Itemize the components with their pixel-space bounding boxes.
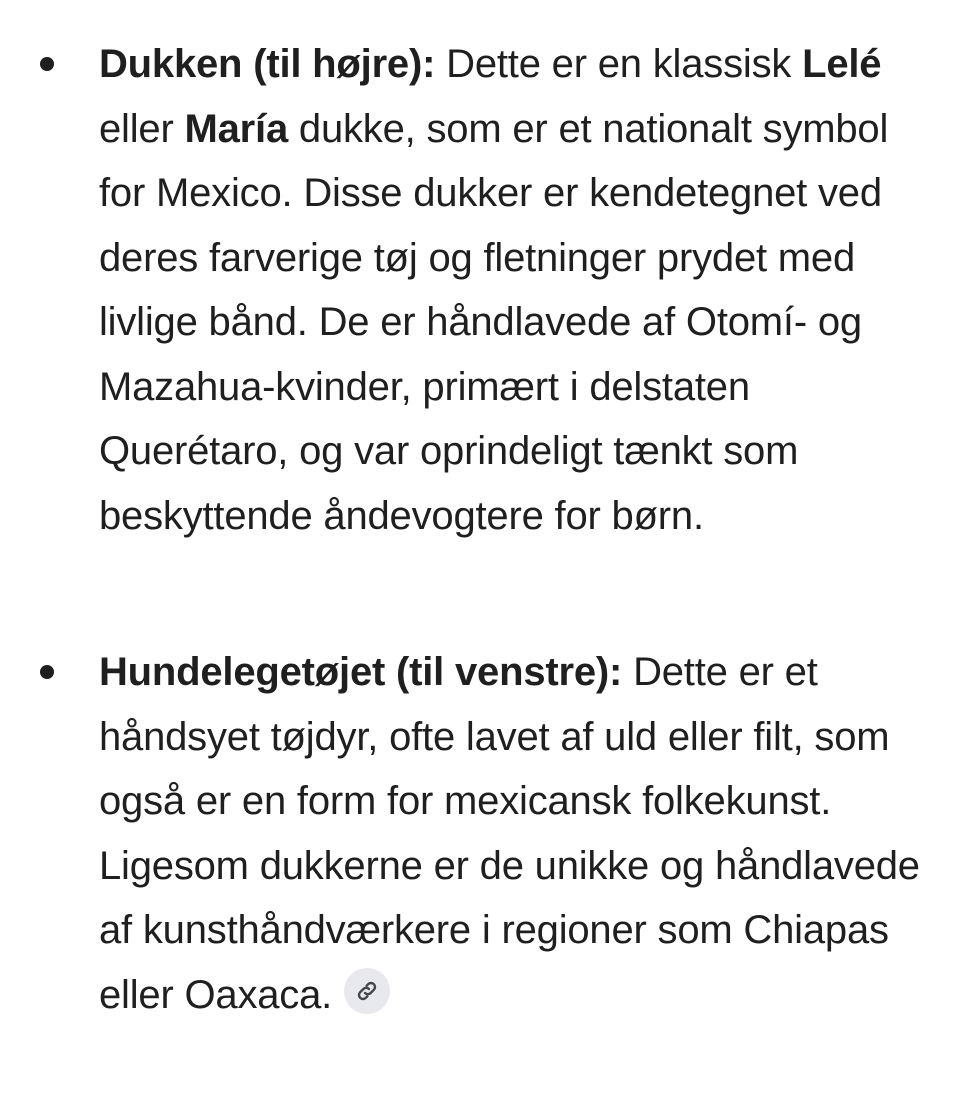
- source-link-button[interactable]: [344, 968, 390, 1014]
- item-text: Dette er et håndsyet tøjdyr, ofte lavet af uld eller filt, som også er en form for mexicansk folkekunst. Ligesom dukkerne er de unikke og håndlavede af kunsthåndværkere i regioner som Chiapas eller Oaxaca.: [99, 650, 920, 1017]
- item-bold-term: María: [184, 106, 288, 151]
- item-text: Dette er en klassisk: [435, 42, 803, 86]
- link-icon: [355, 979, 379, 1003]
- item-title: Dukken (til højre):: [99, 42, 436, 86]
- list-item-dog-toy: [0, 640, 960, 1027]
- item-title: Hundelegetøjet (til venstre):: [99, 650, 623, 694]
- bullet-dot: [40, 57, 54, 71]
- list-item-doll: [0, 32, 960, 548]
- item-text: dukke, som er et nationalt symbol for Mexico. Disse dukker er kendetegnet ved deres farverige tøj og fletninger prydet med livlige bånd. De er håndlavede af Otomí- og Mazahua-kvinder, primært i delstaten Querétaro, og var oprindeligt tænkt som beskyttende åndevogtere for børn.: [99, 106, 889, 538]
- item-text: eller: [99, 106, 185, 151]
- item-bold-term: Lelé: [802, 42, 882, 86]
- bullet-dot: [40, 665, 54, 679]
